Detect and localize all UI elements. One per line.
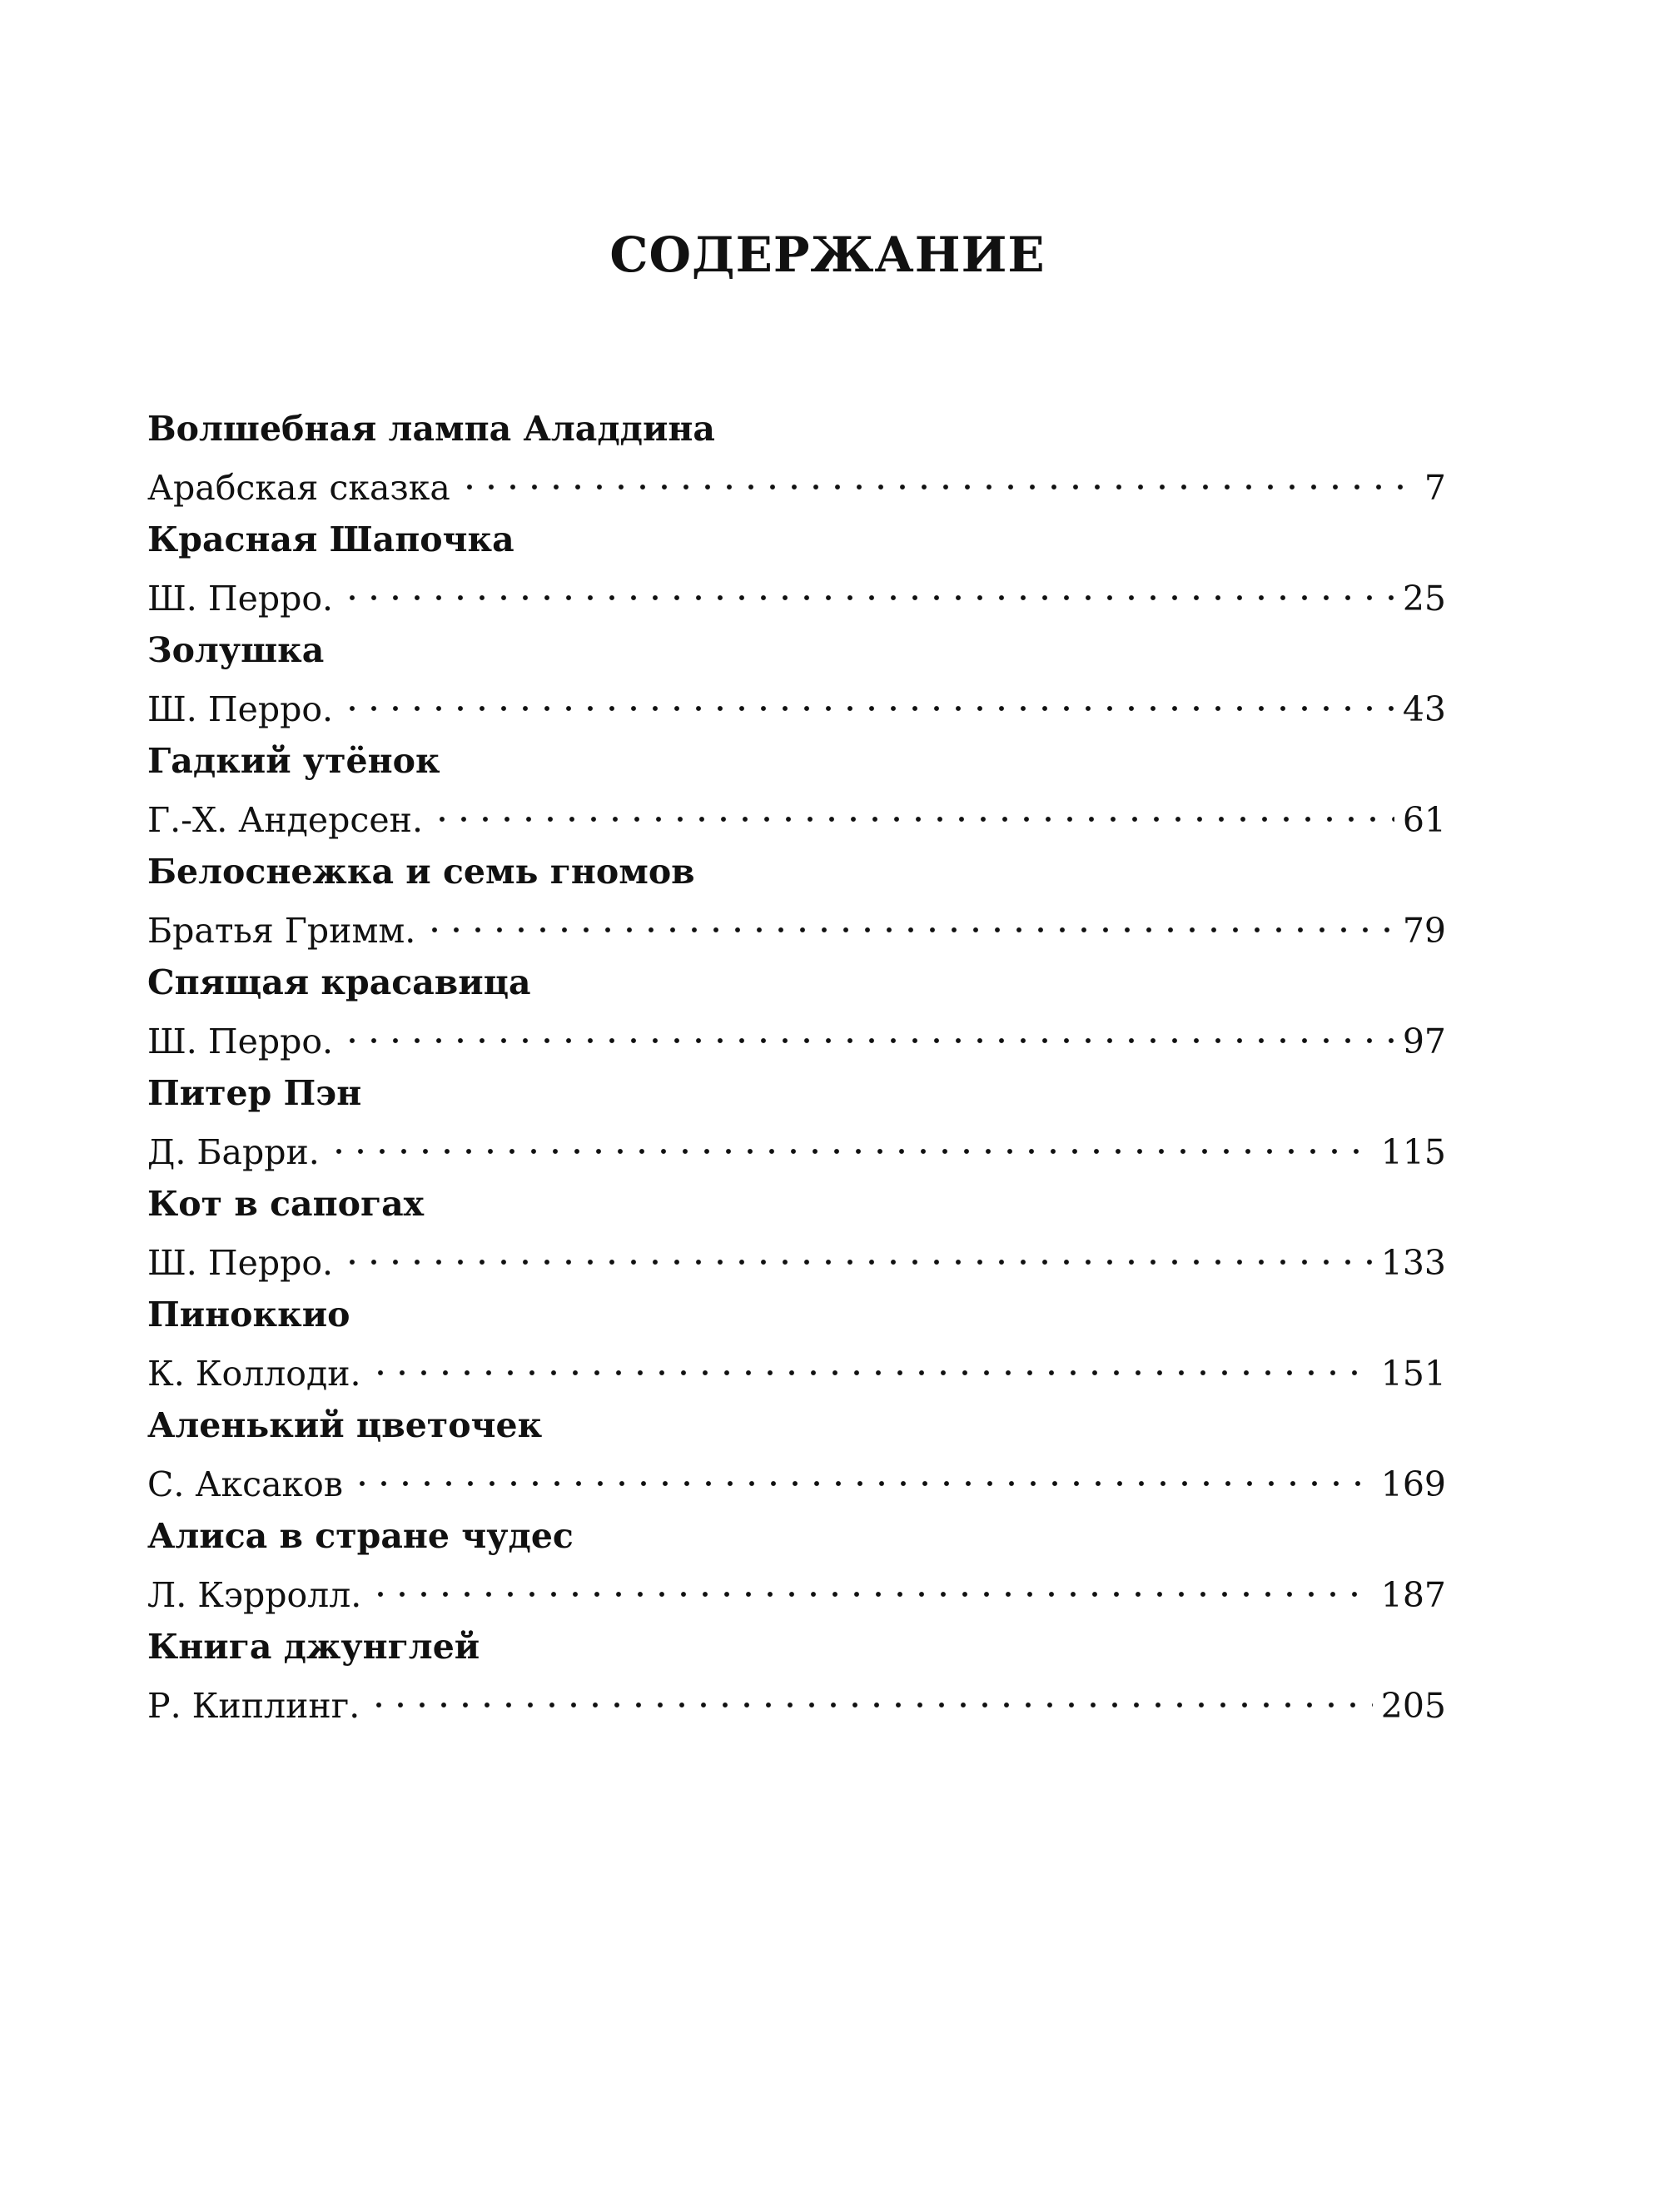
entry-line xyxy=(147,1226,1446,1283)
entry-author: Арабская сказка xyxy=(147,468,450,508)
entry-author: Г.-Х. Андерсен. xyxy=(147,800,424,840)
entry-line xyxy=(147,1558,1446,1615)
entry-author: Р. Киплинг. xyxy=(147,1686,360,1726)
toc-entry xyxy=(147,1071,1446,1181)
entry-page-number: 187 xyxy=(1380,1575,1446,1615)
toc-entry xyxy=(147,406,1446,517)
entry-author: Братья Гримм. xyxy=(147,911,416,951)
entry-page-number: 169 xyxy=(1380,1464,1446,1504)
entry-title: Гадкий утёнок xyxy=(147,741,440,781)
entry-page-number: 7 xyxy=(1424,468,1446,508)
entry-title: Книга джунглей xyxy=(147,1627,480,1667)
entry-title: Белоснежка и семь гномов xyxy=(147,852,695,892)
entry-page-number: 79 xyxy=(1402,911,1446,951)
entry-line xyxy=(147,1337,1446,1394)
entry-line xyxy=(147,562,1446,619)
page-title: СОДЕРЖАНИЕ xyxy=(609,226,1046,283)
entry-title: Спящая красавица xyxy=(147,962,531,1002)
entry-line xyxy=(147,1669,1446,1726)
entry-author: Ш. Перро. xyxy=(147,1021,334,1061)
dot-leader xyxy=(338,1226,1376,1275)
dot-leader xyxy=(338,1005,1398,1053)
entry-title: Золушка xyxy=(147,630,325,670)
toc-entry xyxy=(147,628,1446,738)
toc-entry xyxy=(147,849,1446,960)
entry-author: К. Коллоди. xyxy=(147,1354,361,1394)
entry-author: Д. Барри. xyxy=(147,1132,320,1172)
dot-leader xyxy=(348,1448,1376,1496)
toc-entry xyxy=(147,1624,1446,1735)
entry-title: Питер Пэн xyxy=(147,1073,362,1113)
dot-leader xyxy=(366,1558,1375,1607)
dot-leader xyxy=(338,673,1398,721)
entry-page-number: 151 xyxy=(1380,1354,1446,1394)
dot-leader xyxy=(338,562,1398,610)
toc-entry xyxy=(147,960,1446,1071)
toc-entry xyxy=(147,1403,1446,1514)
entry-title: Кот в сапогах xyxy=(147,1184,425,1224)
toc-entry xyxy=(147,1514,1446,1624)
toc-entry xyxy=(147,1292,1446,1403)
dot-leader xyxy=(428,783,1398,832)
entry-line xyxy=(147,1005,1446,1061)
entry-author: Ш. Перро. xyxy=(147,1243,334,1283)
entry-page-number: 61 xyxy=(1402,800,1446,840)
table-of-contents xyxy=(147,406,1446,1735)
dot-leader xyxy=(365,1669,1375,1717)
entry-page-number: 97 xyxy=(1402,1021,1446,1061)
entry-line xyxy=(147,894,1446,951)
entry-title: Алиса в стране чудес xyxy=(147,1516,574,1556)
dot-leader xyxy=(420,894,1398,942)
entry-author: Л. Кэрролл. xyxy=(147,1575,362,1615)
toc-entry xyxy=(147,517,1446,628)
dot-leader xyxy=(325,1116,1376,1164)
entry-line xyxy=(147,673,1446,729)
entry-line xyxy=(147,451,1446,508)
entry-page-number: 115 xyxy=(1380,1132,1446,1172)
entry-title: Красная Шапочка xyxy=(147,519,514,559)
toc-entry xyxy=(147,738,1446,849)
entry-author: С. Аксаков xyxy=(147,1464,343,1504)
dot-leader xyxy=(455,451,1419,500)
entry-title: Пиноккио xyxy=(147,1295,350,1335)
entry-page-number: 25 xyxy=(1402,579,1446,619)
entry-page-number: 43 xyxy=(1402,689,1446,729)
dot-leader xyxy=(366,1337,1376,1385)
entry-page-number: 205 xyxy=(1380,1686,1446,1726)
toc-entry xyxy=(147,1181,1446,1292)
entry-page-number: 133 xyxy=(1380,1243,1446,1283)
entry-line xyxy=(147,1116,1446,1172)
entry-author: Ш. Перро. xyxy=(147,689,334,729)
entry-title: Аленький цветочек xyxy=(147,1405,543,1445)
entry-line xyxy=(147,783,1446,840)
entry-line xyxy=(147,1448,1446,1504)
entry-title: Волшебная лампа Аладдина xyxy=(147,409,715,449)
entry-author: Ш. Перро. xyxy=(147,579,334,619)
